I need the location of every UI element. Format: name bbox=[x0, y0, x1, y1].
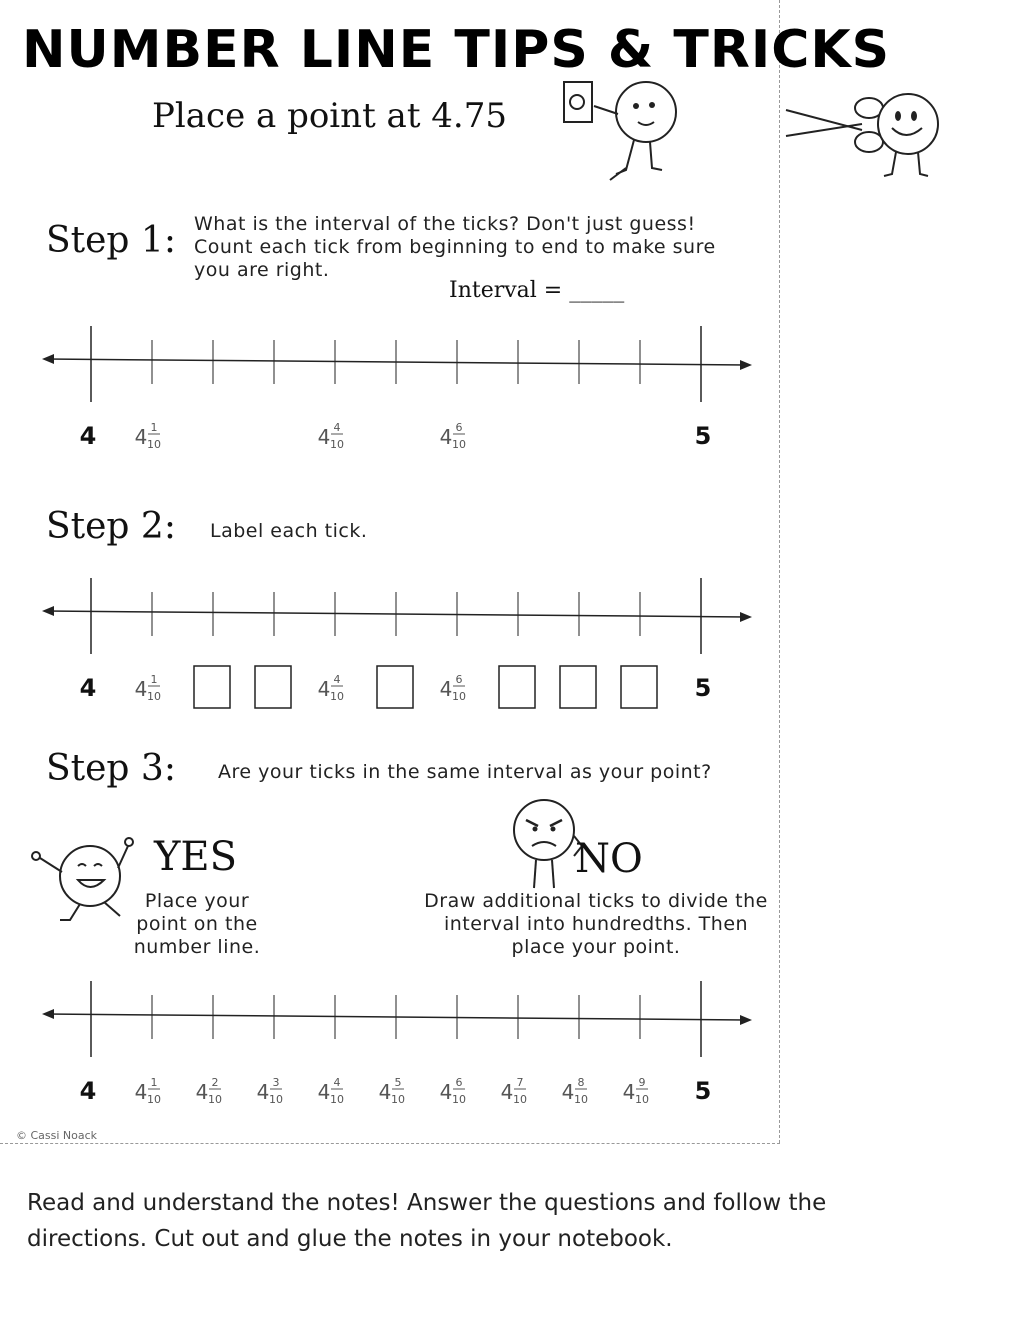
cut-line-bottom bbox=[0, 1143, 780, 1144]
tick-fraction-label bbox=[135, 1076, 161, 1106]
fraction-whole: 4 bbox=[439, 425, 453, 449]
tick-fraction-label bbox=[623, 1076, 649, 1106]
fraction-denominator: 10 bbox=[635, 1093, 649, 1106]
fraction-numerator: 4 bbox=[333, 1076, 341, 1089]
step-1-heading: Step 1: bbox=[46, 220, 176, 261]
fraction-whole: 4 bbox=[561, 1080, 575, 1104]
fraction-denominator: 10 bbox=[208, 1093, 222, 1106]
fraction-denominator: 10 bbox=[452, 1093, 466, 1106]
answer-box[interactable] bbox=[621, 666, 657, 708]
fraction-numerator: 9 bbox=[638, 1076, 646, 1089]
tick-fraction-label bbox=[501, 1076, 527, 1106]
fraction-whole: 4 bbox=[134, 1080, 148, 1104]
arrow-right-icon bbox=[740, 360, 752, 370]
tick-fraction-label bbox=[257, 1076, 283, 1106]
fraction-numerator: 1 bbox=[150, 421, 158, 434]
scissors-icon bbox=[784, 90, 944, 185]
answer-box[interactable] bbox=[560, 666, 596, 708]
fraction-numerator: 7 bbox=[516, 1076, 524, 1089]
tick-fraction-label bbox=[562, 1076, 588, 1106]
fraction-denominator: 10 bbox=[147, 690, 161, 703]
number-line-end-label: 5 bbox=[694, 1077, 712, 1105]
step-2-heading: Step 2: bbox=[46, 506, 176, 547]
tick-fraction-label bbox=[440, 673, 466, 703]
fraction-whole: 4 bbox=[378, 1080, 392, 1104]
step-3-instruction: Are your ticks in the same interval as your point? bbox=[218, 761, 712, 783]
step-2-number-line bbox=[0, 572, 780, 717]
fraction-whole: 4 bbox=[622, 1080, 636, 1104]
arrow-left-icon bbox=[42, 1009, 54, 1019]
fraction-whole: 4 bbox=[439, 677, 453, 701]
answer-box[interactable] bbox=[255, 666, 291, 708]
fraction-numerator: 1 bbox=[150, 1076, 158, 1089]
fraction-numerator: 2 bbox=[211, 1076, 219, 1089]
fraction-numerator: 6 bbox=[455, 421, 463, 434]
arrow-left-icon bbox=[42, 606, 54, 616]
fraction-numerator: 4 bbox=[333, 421, 341, 434]
number-line-end-label: 5 bbox=[694, 674, 712, 702]
fraction-numerator: 5 bbox=[394, 1076, 402, 1089]
fraction-whole: 4 bbox=[317, 1080, 331, 1104]
step-2-instruction: Label each tick. bbox=[210, 520, 368, 542]
fraction-denominator: 10 bbox=[574, 1093, 588, 1106]
fraction-numerator: 1 bbox=[150, 673, 158, 686]
fraction-denominator: 10 bbox=[330, 690, 344, 703]
number-line-end-label: 5 bbox=[694, 422, 712, 450]
yes-label: YES bbox=[154, 834, 238, 880]
smiley-pointing-icon bbox=[560, 78, 685, 186]
fraction-denominator: 10 bbox=[452, 438, 466, 451]
footer-instructions: Read and understand the notes! Answer the questions and follow the directions. Cut out and glue the notes in your notebook. bbox=[27, 1190, 827, 1252]
fraction-numerator: 8 bbox=[577, 1076, 585, 1089]
number-line-start-label: 4 bbox=[79, 422, 97, 450]
copyright: © Cassi Noack bbox=[16, 1129, 98, 1142]
fraction-whole: 4 bbox=[317, 425, 331, 449]
fraction-denominator: 10 bbox=[330, 438, 344, 451]
tick-fraction-label bbox=[440, 421, 466, 451]
page-title: NUMBER LINE TIPS & TRICKS bbox=[22, 20, 891, 80]
fraction-denominator: 10 bbox=[391, 1093, 405, 1106]
fraction-denominator: 10 bbox=[513, 1093, 527, 1106]
step-3-number-line bbox=[0, 975, 780, 1120]
fraction-denominator: 10 bbox=[452, 690, 466, 703]
page-subtitle: Place a point at 4.75 bbox=[152, 96, 507, 136]
fraction-denominator: 10 bbox=[147, 438, 161, 451]
interval-prompt: Interval = _____ bbox=[449, 278, 625, 303]
fraction-whole: 4 bbox=[256, 1080, 270, 1104]
fraction-whole: 4 bbox=[439, 1080, 453, 1104]
fraction-whole: 4 bbox=[195, 1080, 209, 1104]
fraction-numerator: 4 bbox=[333, 673, 341, 686]
fraction-numerator: 6 bbox=[455, 673, 463, 686]
answer-box[interactable] bbox=[377, 666, 413, 708]
yes-text: Place your point on the number line. bbox=[133, 890, 261, 958]
no-text: Draw additional ticks to divide the interval into hundredths. Then place your point. bbox=[424, 890, 768, 958]
fraction-numerator: 6 bbox=[455, 1076, 463, 1089]
arrow-right-icon bbox=[740, 612, 752, 622]
fraction-whole: 4 bbox=[317, 677, 331, 701]
step-1-number-line bbox=[0, 320, 780, 465]
step-1-instruction: What is the interval of the ticks? Don't just guess! Count each tick from beginning to end to make sure you are right. bbox=[194, 213, 716, 281]
step-3-heading: Step 3: bbox=[46, 748, 176, 789]
no-label: NO bbox=[575, 836, 643, 882]
tick-fraction-label bbox=[318, 673, 344, 703]
tick-fraction-label bbox=[135, 421, 161, 451]
tick-fraction-label bbox=[318, 421, 344, 451]
fraction-denominator: 10 bbox=[269, 1093, 283, 1106]
number-line-start-label: 4 bbox=[79, 674, 97, 702]
tick-fraction-label bbox=[196, 1076, 222, 1106]
tick-fraction-label bbox=[318, 1076, 344, 1106]
fraction-whole: 4 bbox=[134, 425, 148, 449]
fraction-whole: 4 bbox=[500, 1080, 514, 1104]
fraction-whole: 4 bbox=[134, 677, 148, 701]
fraction-denominator: 10 bbox=[330, 1093, 344, 1106]
answer-box[interactable] bbox=[194, 666, 230, 708]
number-line-start-label: 4 bbox=[79, 1077, 97, 1105]
fraction-denominator: 10 bbox=[147, 1093, 161, 1106]
tick-fraction-label bbox=[135, 673, 161, 703]
arrow-right-icon bbox=[740, 1015, 752, 1025]
fraction-numerator: 3 bbox=[272, 1076, 280, 1089]
arrow-left-icon bbox=[42, 354, 54, 364]
answer-box[interactable] bbox=[499, 666, 535, 708]
tick-fraction-label bbox=[440, 1076, 466, 1106]
tick-fraction-label bbox=[379, 1076, 405, 1106]
